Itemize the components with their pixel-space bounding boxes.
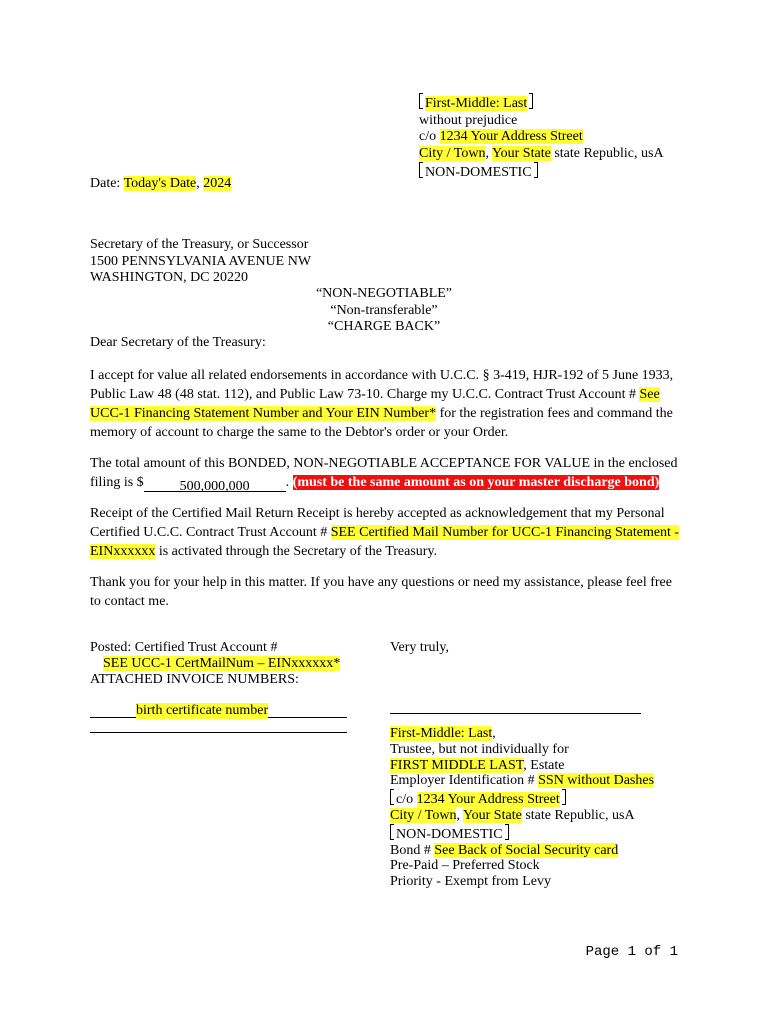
posted-label: Posted: Certified Trust Account # [90,640,278,655]
sig-bond-line [390,843,654,859]
para1-highlight-see: See [639,387,660,402]
sig-co-prefix: c/o [396,792,417,808]
para1-line2-text: Public Law 48 (48 stat. 112), and Public Law 73-10. Charge my U.C.C. Contract Trust Account # [90,387,640,402]
invoice-label: ATTACHED INVOICE NUMBERS: [90,672,299,687]
amount-period: . [285,475,293,490]
para3-line2 [90,523,680,542]
bracket-right [562,789,566,805]
page-number: Page 1 of 1 [585,944,678,960]
sender-status-line [419,162,664,182]
para1-highlight-ucc: UCC-1 Financing Statement Number and Your EIN Number* [90,406,437,421]
para3-line1: Receipt of the Certified Mail Return Receipt is hereby accepted as acknowledgement that my Personal [90,506,665,521]
sig-bond-value: See Back of Social Security card [434,842,619,858]
paragraph-receipt [90,504,680,561]
para1-line4: memory of account to charge the same to the Debtor's order or your Order. [90,425,509,440]
bracket-right [505,824,509,840]
date-line [90,176,231,192]
sig-city: City / Town [390,807,457,823]
invoice-value: birth certificate number [136,703,269,718]
sig-name: First-Middle: Last [390,726,493,741]
sender-city: City / Town [419,145,486,161]
non-negotiable-label: “NON-NEGOTIABLE” [315,286,453,301]
recipient-line3: WASHINGTON, DC 20220 [90,270,249,285]
signature-block [390,726,654,890]
paragraph-acceptance [90,366,680,442]
para3-highlight-certmail: SEE Certified Mail Number for UCC-1 Financing Statement - [330,525,680,540]
date-value: Today's Date [123,176,197,191]
sig-prepaid: Pre-Paid – Preferred Stock [390,858,540,874]
bracket-right [534,162,538,178]
sig-estate-name: FIRST MIDDLE LAST [390,757,524,773]
signature-line [390,713,641,714]
sig-address-line [390,789,654,808]
sig-bond-label: Bond # [390,842,435,858]
para4-line2: to contact me. [90,594,169,609]
sig-name-comma: , [492,726,496,741]
sender-name: First-Middle: Last [425,96,528,111]
sender-address: 1234 Your Address Street [439,129,583,144]
sig-state-suffix: state Republic, usA [521,807,635,823]
bracket-right [529,93,533,109]
para2-line2 [90,473,680,492]
amount-value [144,477,286,492]
sig-address: 1234 Your Address Street [416,792,560,808]
date-label: Date: [90,176,124,191]
recipient-line2: 1500 PENNSYLVANIA AVENUE NW [90,253,312,269]
sender-city-line [419,146,664,163]
closing: Very truly, [390,640,449,655]
para1-line1: I accept for value all related endorsements in accordance with U.C.C. § 3-419, HJR-192 of 5 June 1933, [90,368,674,383]
date-year: 2024 [203,176,232,191]
sig-ein-value: SSN without Dashes [538,773,655,789]
non-transferable-label: “Non-transferable” [330,302,438,318]
para1-line3 [90,404,680,423]
para3-line2-text: Certified U.C.C. Contract Trust Account # [90,525,331,540]
sig-state: Your State [462,807,522,823]
state-suffix: state Republic, usA [550,145,664,161]
sig-estate-line [390,758,654,774]
sig-city-line [390,808,654,824]
para4-line1: Thank you for your help in this matter. If you have any questions or need my assistance, please feel free [90,575,672,590]
bracket-left [390,824,394,840]
sig-comma: , [456,807,463,823]
posted-value-line [90,656,340,672]
bracket-left [390,789,394,805]
salutation: Dear Secretary of the Treasury: [90,335,266,350]
para1-line3-text: for the registration fees and command the [436,406,673,421]
charge-back-label: “CHARGE BACK” [327,319,441,334]
paragraph-total-amount [90,454,680,492]
sig-estate-suffix: , Estate [523,757,565,773]
para3-line3-text: is activated through the Secretary of the Treasury. [155,544,438,559]
amount-warning: (must be the same amount as on your master discharge bond) [292,475,660,490]
sender-line2: without prejudice [419,112,518,128]
para3-highlight-ein: EINxxxxxx [90,544,156,559]
sig-trustee: Trustee, but not individually for [390,741,569,757]
sender-name-line [419,93,664,113]
sig-priority: Priority - Exempt from Levy [390,874,551,890]
posted-value: SEE UCC-1 CertMailNum – EINxxxxxx* [103,656,341,671]
recipient-block [90,237,311,287]
amount-text: 500,000,000 [179,479,250,494]
posted-block [90,640,340,688]
sender-status: NON-DOMESTIC [425,165,532,180]
sender-address-line [419,129,664,146]
para3-line3 [90,542,680,561]
invoice-blank-line [90,732,347,733]
comma: , [485,145,492,161]
sig-ein-line [390,773,654,789]
sig-status-line [390,824,654,843]
bracket-left [419,93,423,109]
recipient-line1: Secretary of the Treasury, or Successor [90,237,309,252]
sender-state: Your State [491,145,551,161]
date-sep: , [196,176,204,191]
invoice-value-line [90,703,347,718]
para1-line2 [90,385,680,404]
paragraph-thanks [90,573,680,611]
sig-status: NON-DOMESTIC [396,826,503,842]
sig-name-line [390,726,654,742]
para2-line1: The total amount of this BONDED, NON-NEGOTIABLE ACCEPTANCE FOR VALUE in the enclosed [90,456,678,471]
sig-ein-label: Employer Identification # [390,773,539,789]
negotiability-block [284,286,484,336]
co-prefix: c/o [419,129,440,144]
sender-block [419,93,664,182]
amount-prefix: filing is $ [90,475,144,490]
bracket-left [419,162,423,178]
